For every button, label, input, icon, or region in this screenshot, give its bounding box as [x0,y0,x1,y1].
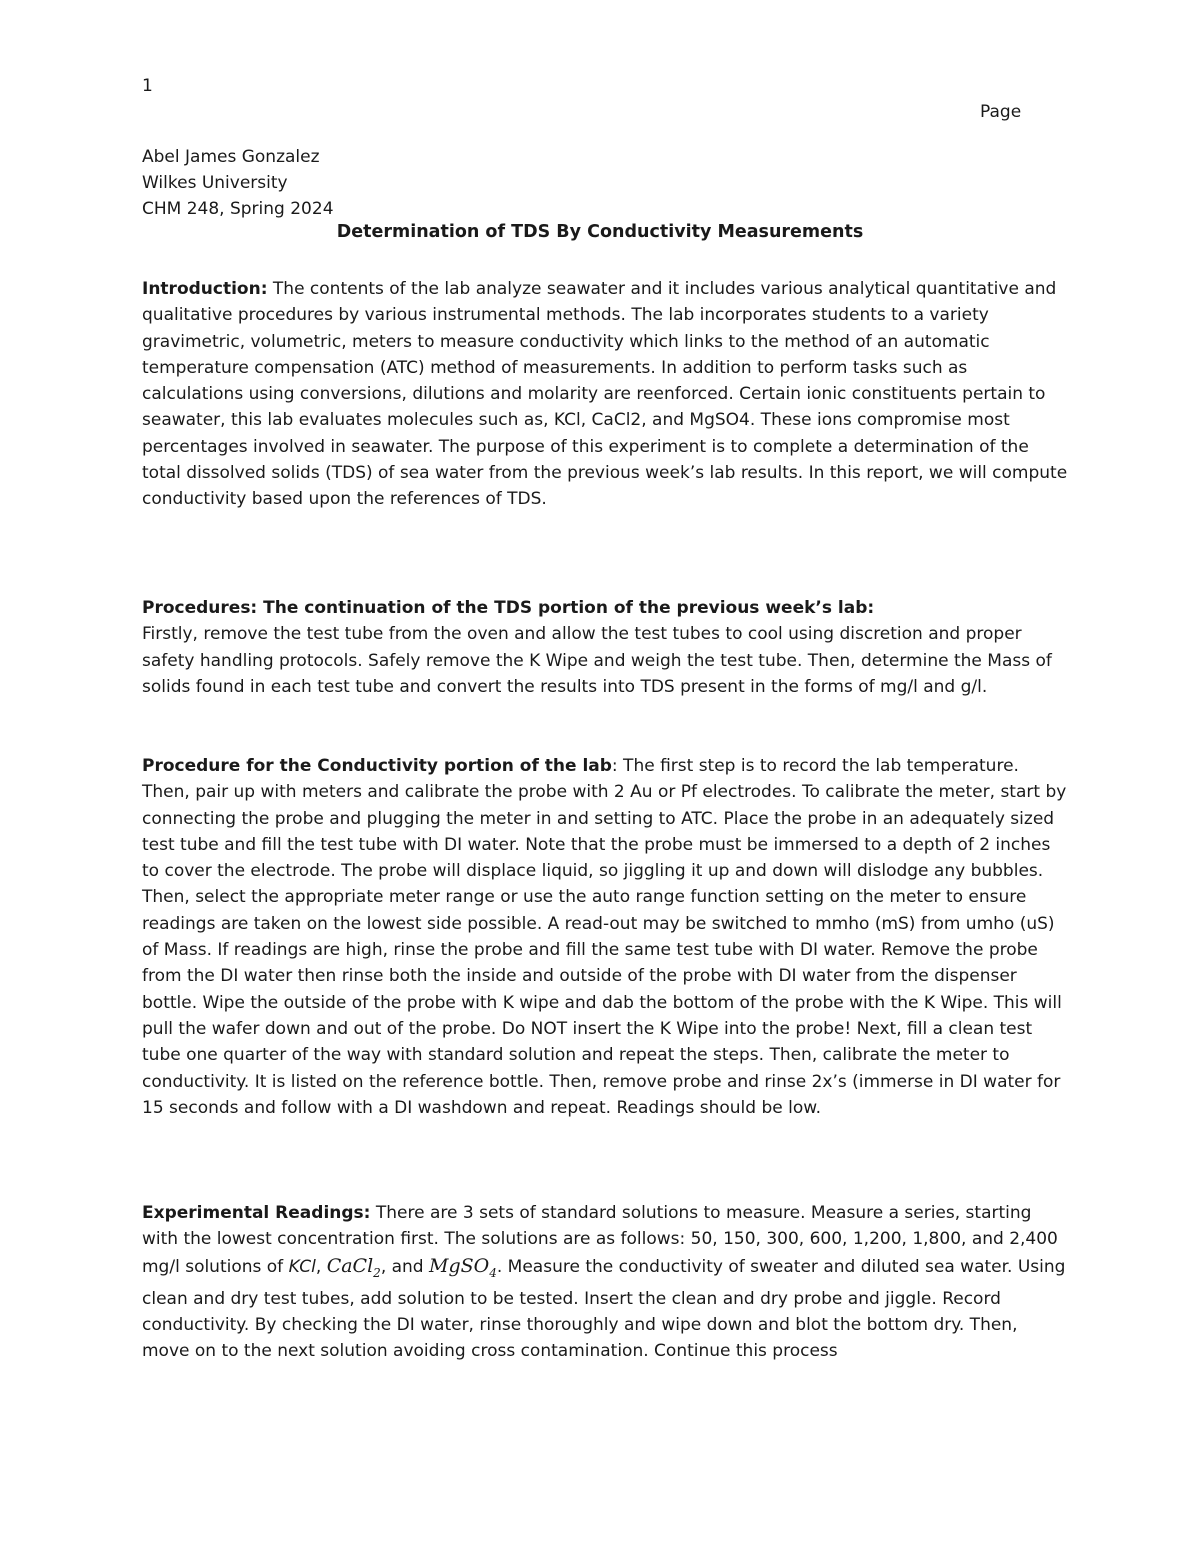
conductivity-body: : The first step is to record the lab temperature. Then, pair up with meters and calibrate the probe with 2 Au or Pf electrodes. To calibrate the meter, start by connecting the probe and plugging the meter in and setting to ATC. Place the probe in an adequately sized test tube and fill the test tube with DI water. Note that the probe must be immersed to a depth of 2 inches to cover the electrode. The probe will displace liquid, so jiggling it up and down will dislodge any bubbles. Then, select the appropriate meter range or use the auto range function setting on the meter to ensure readings are taken on the lowest side possible. A read-out may be switched to mmho (mS) from umho (uS) of Mass. If readings are high, rinse the probe and fill the same test tube with DI water. Remove the probe from the DI water then rinse both the inside and outside of the probe with DI water from the dispenser bottle. Wipe the outside of the probe with K wipe and dab the bottom of the probe with the K Wipe. This will pull the wafer down and out of the probe. Do NOT insert the K Wipe into the probe! Next, fill a clean test tube one quarter of the way with standard solution and repeat the steps. Then, calibrate the meter to conductivity. It is listed on the reference bottle. Then, remove probe and rinse 2x’s (immerse in DI water for 15 seconds and follow with a DI washdown and repeat. Readings should be low. [142,756,1067,1118]
introduction-body: The contents of the lab analyze seawater and it includes various analytical quantitative and qualitative procedures by various instrumental methods. The lab incorporates students to a variety gravimetric, volumetric, meters to measure conductivity which links to the method of an automatic temperature compensation (ATC) method of measurements. In addition to perform tasks such as calculations using conversions, dilutions and molarity are reenforced. Certain ionic constituents pertain to seawater, this lab evaluates molecules such as, KCl, CaCl2, and MgSO4. These ions compromise most percentages involved in seawater. The purpose of this experiment is to complete a determination of the total dissolved solids (TDS) of sea water from the previous week’s lab results. In this report, we will compute conductivity based upon the references of TDS. [142,279,1068,510]
introduction-section [142,276,1070,513]
procedures-section [142,595,1070,700]
page-number: 1 [142,76,153,96]
mgso4-formula [429,1254,497,1280]
mgso4-main: MgSO [429,1254,490,1277]
experimental-heading: Experimental Readings: [142,1203,371,1223]
institution-name: Wilkes University [142,173,288,193]
conductivity-heading: Procedure for the Conductivity portion of the lab [142,756,612,776]
author-header [142,144,334,222]
course-info: CHM 248, Spring 2024 [142,199,334,219]
experimental-section [142,1200,1070,1365]
cacl2-subscript: 2 [373,1265,381,1280]
kcl-formula: KCl [288,1256,316,1277]
procedures-body: Firstly, remove the test tube from the oven and allow the test tubes to cool using discretion and proper safety handling protocols. Safely remove the K Wipe and weigh the test tube. Then, determine the Mass of solids found in each test tube and convert the results into TDS present in the forms of mg/l and g/l. [142,624,1052,697]
document-title: Determination of TDS By Conductivity Measurements [336,222,864,242]
mgso4-subscript: 4 [489,1265,497,1280]
conductivity-section [142,753,1070,1121]
separator-2: , and [380,1256,430,1277]
cacl2-formula [326,1254,381,1280]
introduction-heading: Introduction: [142,279,268,299]
separator-1: , [315,1256,327,1277]
author-name: Abel James Gonzalez [142,147,320,167]
experimental-body-end: . Measure the conductivity of sweater and diluted sea water. Using clean and dry test tubes, add solution to be tested. Insert the clean and dry probe and jiggle. Record conductivity. By checking the DI water, rinse thoroughly and wipe down and blot the bottom dry. Then, move on to the next solution avoiding cross contamination. Continue this process [142,1256,1066,1362]
page-label: Page [980,102,1022,122]
procedures-heading: Procedures: The continuation of the TDS portion of the previous week’s lab: [142,598,875,618]
experimental-body-start: There are 3 sets of standard solutions to measure. Measure a series, starting with the lowest concentration first. The solutions are as follows: 50, 150, 300, 600, 1,200, 1,800, and 2,400 mg/l solutions of [142,1203,1058,1277]
cacl2-main: CaCl [326,1254,374,1277]
